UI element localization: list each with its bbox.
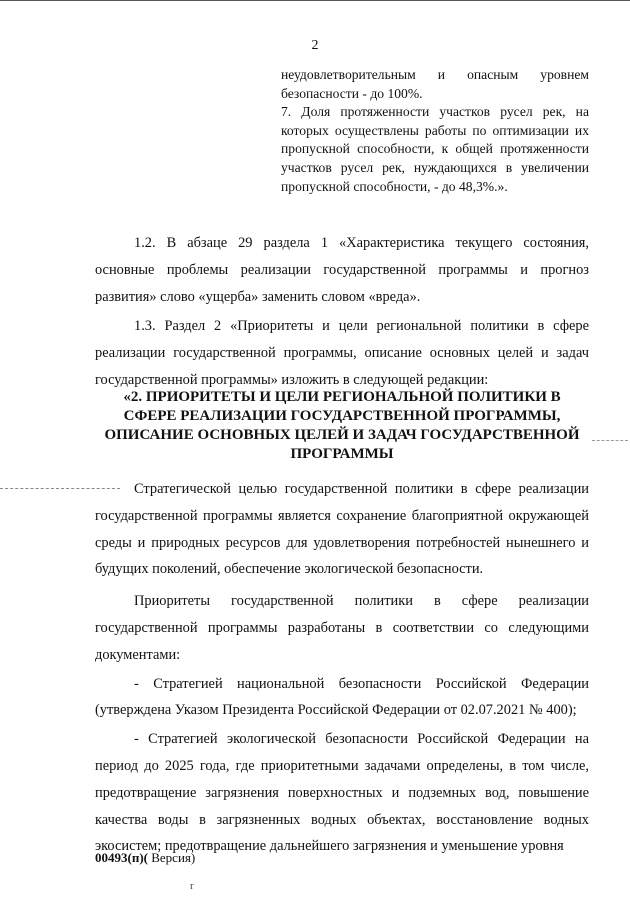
- document-footer: [95, 850, 195, 866]
- heading-line-2: СФЕРЕ РЕАЛИЗАЦИИ ГОСУДАРСТВЕННОЙ ПРОГРАММЫ,: [123, 408, 561, 424]
- stray-mark: r: [190, 880, 194, 892]
- heading-line-3: ОПИСАНИЕ ОСНОВНЫХ ЦЕЛЕЙ И ЗАДАЧ ГОСУДАРСТВЕННОЙ: [104, 427, 580, 443]
- list-item-national-security: - Стратегией национальной безопасности Российской Федерации (утверждена Указом Президента Российской Федерации от 02.07.2021 № 400);: [95, 675, 589, 719]
- heading-line-1: «2. ПРИОРИТЕТЫ И ЦЕЛИ РЕГИОНАЛЬНОЙ ПОЛИТИКИ В: [123, 389, 561, 405]
- page-number: 2: [311, 38, 319, 53]
- document-code: 00493(п)(: [95, 850, 148, 865]
- section-heading: [95, 388, 589, 464]
- paragraph-priorities: Приоритеты государственной политики в сфере реализации государственной программы разработаны в соответствии со следующими документами:: [95, 593, 589, 663]
- section-body: [95, 476, 589, 860]
- paragraph-1-3: 1.3. Раздел 2 «Приоритеты и цели региональной политики в сфере реализации государственной программы, описание основных целей и задач государственной программы» изложить в следующей редакции:: [95, 318, 589, 388]
- amendment-paragraphs: [95, 230, 589, 394]
- indented-text-block: [281, 66, 589, 196]
- paragraph-strategic-goal: Стратегической целью государственной политики в сфере реализации государственной программы является сохранение благоприятной окружающей среды и природных ресурсов для удовлетворения потребностей нынешнего и будущих поколений, обеспечение экологической безопасности.: [95, 481, 589, 578]
- list-item-ecological-security: - Стратегией экологической безопасности Российской Федерации на период до 2025 года, где приоритетными задачами определены, в том числе, предотвращение загрязнения поверхностных и подземных вод, повышение качества воды в загрязненных водных объектах, восстановление водных экосистем; предотвращение дальнейшего загрязнения и уменьшение уровня: [95, 731, 589, 855]
- heading-line-4: ПРОГРАММЫ: [290, 446, 394, 462]
- paragraph-1-2: 1.2. В абзаце 29 раздела 1 «Характеристика текущего состояния, основные проблемы реализации государственной программы и прогноз развития» слово «ущерба» заменить словом «вреда».: [95, 235, 589, 305]
- scan-artifact-line: [592, 440, 628, 441]
- version-label: Версия): [147, 850, 196, 865]
- indented-line-1: неудовлетворительным и опасным уровнем безопасности - до 100%.: [281, 67, 589, 101]
- top-border-line: [0, 0, 630, 1]
- indented-line-2: 7. Доля протяженности участков русел рек, на которых осуществлены работы по оптимизации их пропускной способности, к общей протяженности участков русел рек, нуждающихся в увеличении пропускной способности, - до 48,3%.».: [281, 104, 589, 194]
